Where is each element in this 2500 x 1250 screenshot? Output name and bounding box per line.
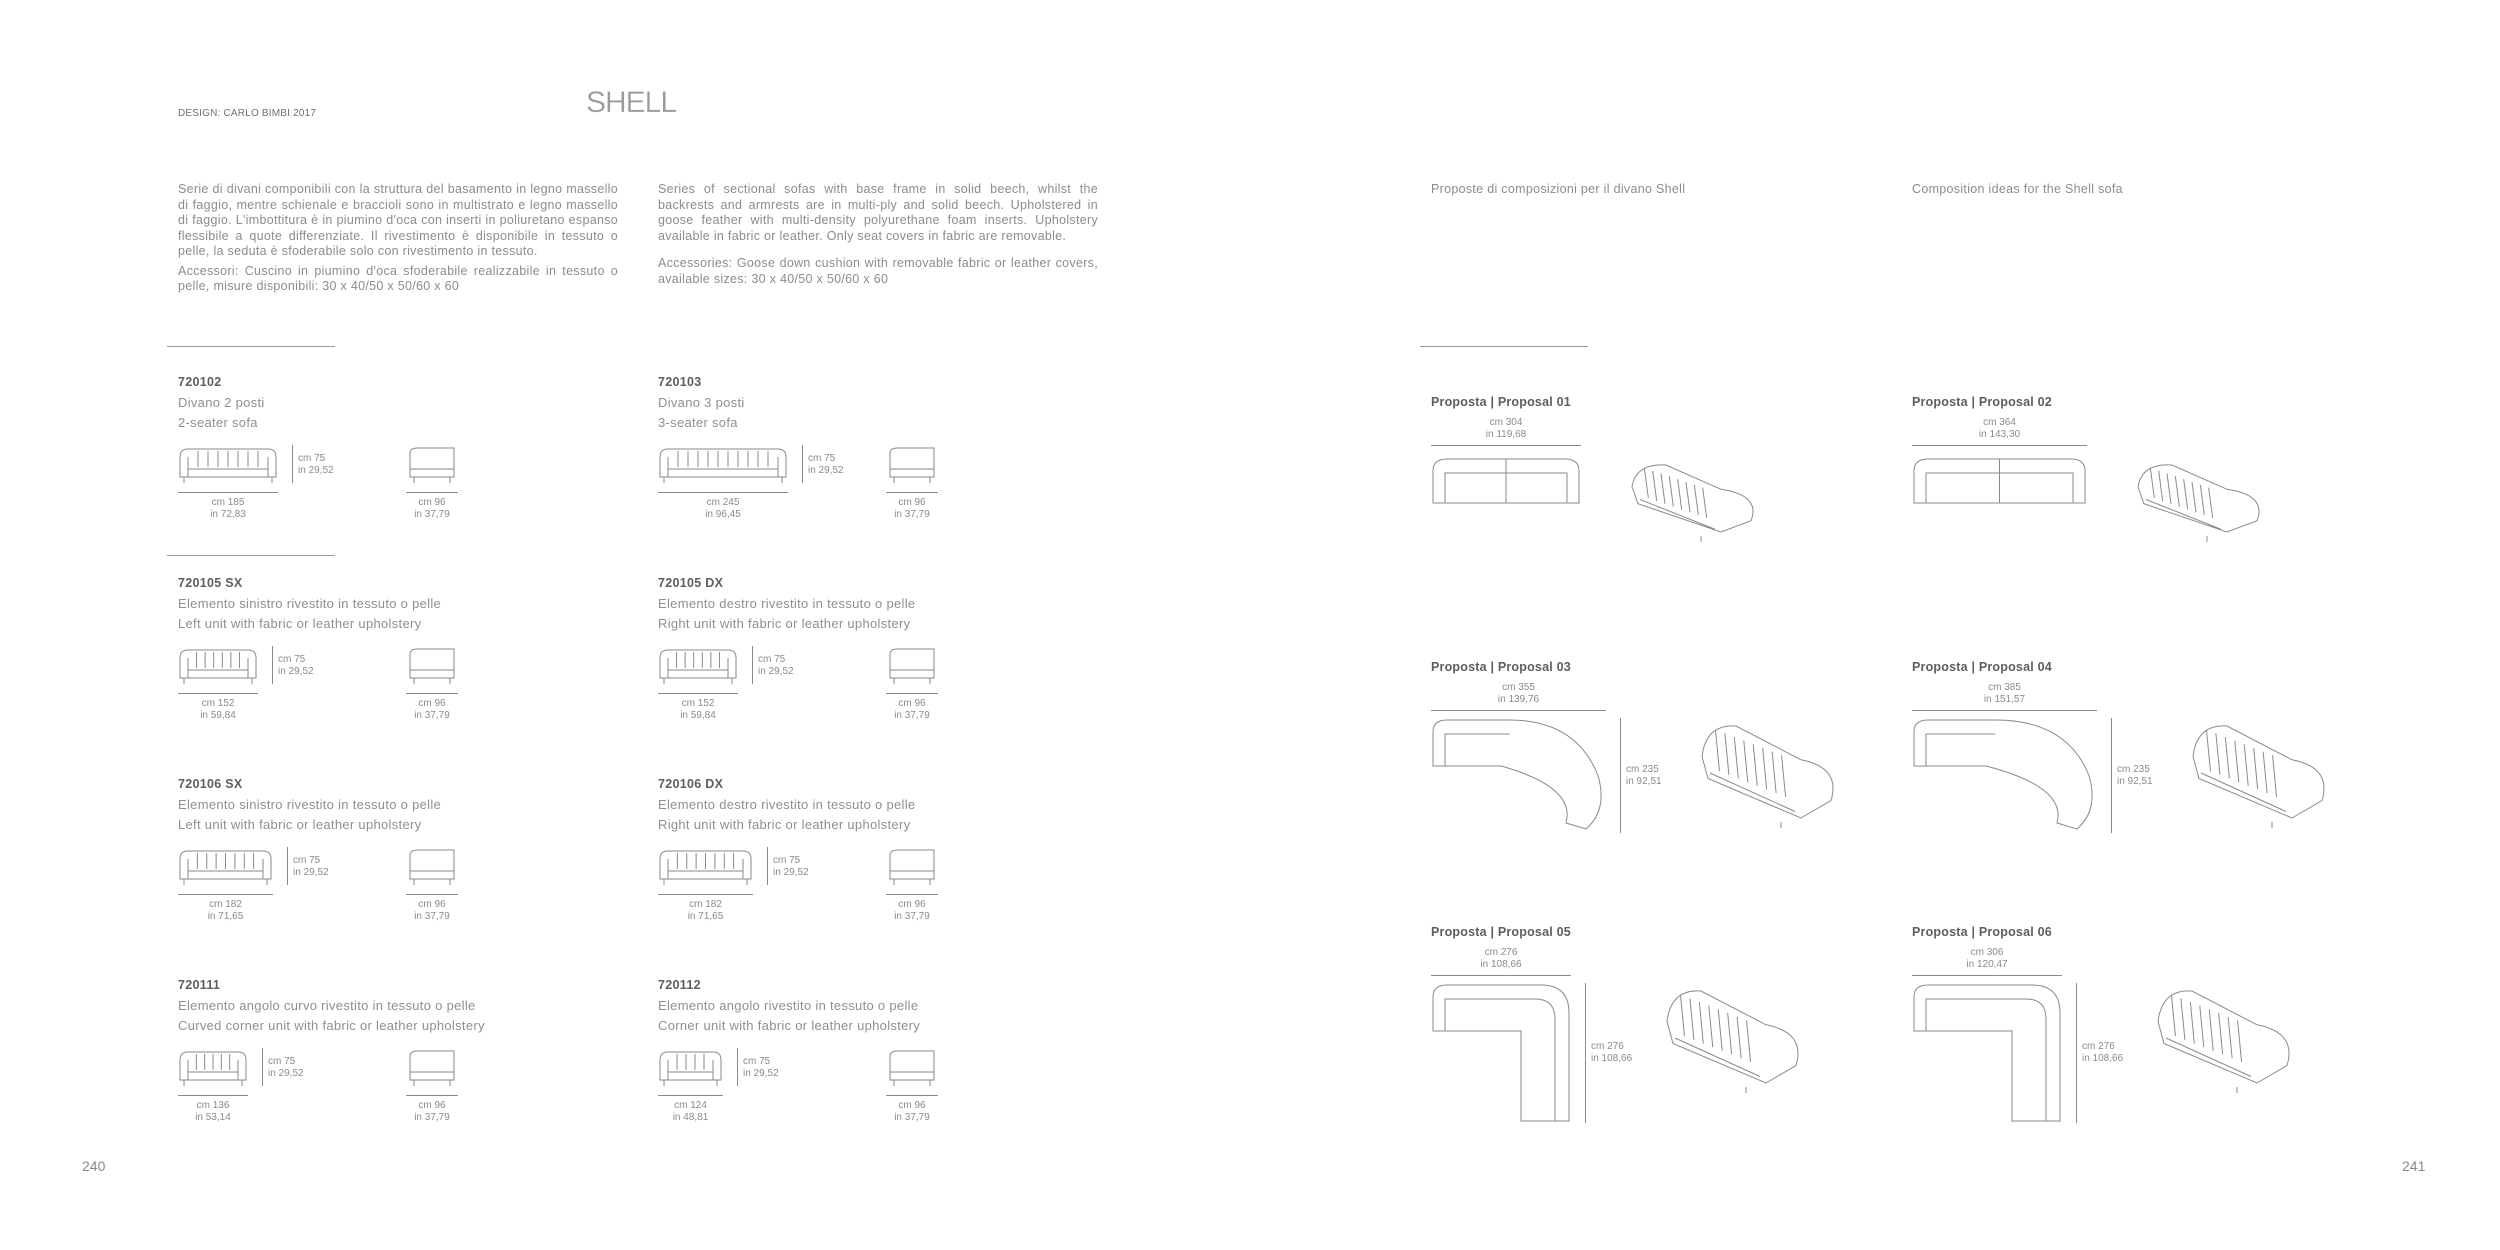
height-dimension <box>268 1056 304 1080</box>
width-dimension-line <box>1431 710 1606 711</box>
product-block <box>178 375 618 565</box>
depth-dimension <box>1626 764 1662 788</box>
width-dimension-line <box>658 1095 723 1096</box>
front-view-drawing <box>658 445 788 483</box>
product-block <box>178 978 618 1168</box>
width-dimension-line <box>178 894 273 895</box>
height-dimension-line <box>292 445 293 483</box>
proposal-block <box>1912 660 2372 900</box>
product-name-it: Elemento angolo rivestito in tessuto o pelle <box>658 998 919 1013</box>
width-cm: cm 152 <box>681 698 715 709</box>
front-view-drawing <box>178 847 273 885</box>
depth-dimension <box>392 497 472 521</box>
product-code: 720106 SX <box>178 777 243 791</box>
width-dimension <box>1479 682 1559 706</box>
width-dimension-line <box>1912 710 2097 711</box>
side-view-drawing <box>886 1048 938 1086</box>
page-number-right: 241 <box>2402 1158 2426 1174</box>
height-in: in 29,52 <box>758 666 794 677</box>
height-cm: cm 75 <box>758 654 786 665</box>
product-name-en: 3-seater sofa <box>658 415 738 430</box>
depth-in: in 37,79 <box>894 1112 930 1123</box>
proposal-block <box>1912 395 2372 635</box>
proposal-title: Proposta | Proposal 02 <box>1912 395 2052 409</box>
depth-in: in 37,79 <box>414 1112 450 1123</box>
product-code: 720105 SX <box>178 576 243 590</box>
depth-dimension <box>2117 764 2153 788</box>
depth-cm: cm 96 <box>418 899 446 910</box>
width-cm: cm 304 <box>1489 417 1523 428</box>
product-name-en: 2-seater sofa <box>178 415 258 430</box>
plan-view-drawing <box>1431 718 1606 833</box>
depth-in: in 37,79 <box>414 710 450 721</box>
depth-in: in 108,66 <box>2082 1053 2124 1064</box>
depth-dimension-line <box>2076 983 2077 1123</box>
brand-title: SHELL <box>586 86 677 119</box>
depth-dimension <box>392 1100 472 1124</box>
height-dimension-line <box>752 646 753 684</box>
product-block <box>178 777 618 967</box>
width-dimension-line <box>1431 975 1571 976</box>
product-name-it: Elemento sinistro rivestito in tessuto o pelle <box>178 797 442 812</box>
width-in: in 59,84 <box>680 710 716 721</box>
width-dimension <box>683 497 763 521</box>
height-cm: cm 75 <box>278 654 306 665</box>
depth-in: in 37,79 <box>414 911 450 922</box>
front-view-drawing <box>178 445 278 483</box>
height-cm: cm 75 <box>298 453 326 464</box>
proposal-title: Proposta | Proposal 04 <box>1912 660 2052 674</box>
depth-in: in 37,79 <box>894 710 930 721</box>
height-in: in 29,52 <box>268 1068 304 1079</box>
intro-english <box>658 182 1098 291</box>
width-dimension-line <box>658 492 788 493</box>
width-dimension <box>178 698 258 722</box>
height-in: in 29,52 <box>773 867 809 878</box>
depth-dimension-line <box>886 1095 938 1096</box>
product-block <box>658 576 1098 766</box>
height-dimension <box>808 453 844 477</box>
page-number-left: 240 <box>82 1158 106 1174</box>
front-view-drawing <box>178 646 258 684</box>
product-name-it: Divano 3 posti <box>658 395 745 410</box>
front-view-drawing <box>658 646 738 684</box>
height-cm: cm 75 <box>773 855 801 866</box>
perspective-drawing <box>1661 983 1806 1093</box>
product-code: 720112 <box>658 978 701 992</box>
perspective-drawing <box>2132 457 2267 542</box>
depth-in: in 37,79 <box>414 509 450 520</box>
section-divider <box>1420 346 1588 347</box>
width-dimension <box>1466 417 1546 441</box>
width-cm: cm 385 <box>1988 682 2021 693</box>
width-dimension <box>186 899 266 923</box>
plan-view-drawing <box>1912 983 2062 1123</box>
depth-cm: cm 96 <box>898 899 926 910</box>
width-dimension <box>1965 682 2045 706</box>
height-dimension-line <box>262 1048 263 1086</box>
depth-cm: cm 276 <box>2082 1041 2115 1052</box>
plan-view-drawing <box>1431 983 1571 1123</box>
width-dimension-line <box>1912 445 2087 446</box>
width-in: in 108,66 <box>1480 959 1522 970</box>
section-divider <box>167 346 335 347</box>
width-dimension-line <box>658 894 753 895</box>
depth-dimension-line <box>886 894 938 895</box>
side-view-drawing <box>406 646 458 684</box>
width-cm: cm 182 <box>689 899 722 910</box>
width-cm: cm 185 <box>211 497 245 508</box>
depth-dimension-line <box>406 492 458 493</box>
depth-in: in 92,51 <box>2117 775 2153 787</box>
width-in: in 72,83 <box>210 509 246 520</box>
width-in: in 143,30 <box>1978 429 2021 440</box>
width-dimension-line <box>658 693 738 694</box>
height-cm: cm 75 <box>743 1056 771 1067</box>
width-dimension <box>1947 947 2027 971</box>
height-in: in 29,52 <box>743 1068 779 1079</box>
side-view-drawing <box>886 646 938 684</box>
height-dimension <box>743 1056 779 1080</box>
height-dimension <box>298 453 334 477</box>
depth-in: in 92,51 <box>1626 775 1662 787</box>
product-code: 720102 <box>178 375 222 389</box>
width-cm: cm 136 <box>196 1100 230 1111</box>
width-dimension-line <box>178 492 278 493</box>
height-dimension-line <box>287 847 288 885</box>
depth-dimension <box>872 698 952 722</box>
width-dimension <box>1960 417 2040 441</box>
width-cm: cm 355 <box>1502 682 1535 693</box>
side-view-drawing <box>406 445 458 483</box>
depth-dimension <box>872 1100 952 1124</box>
product-block <box>658 777 1098 967</box>
height-dimension-line <box>802 445 803 483</box>
perspective-drawing <box>1696 718 1841 828</box>
height-dimension-line <box>272 646 273 684</box>
product-name-en: Curved corner unit with fabric or leather upholstery <box>178 1018 485 1033</box>
proposal-title: Proposta | Proposal 05 <box>1431 925 1571 939</box>
proposal-block <box>1431 660 1891 900</box>
width-in: in 96,45 <box>705 509 741 520</box>
width-in: in 151,57 <box>1983 694 2026 705</box>
depth-dimension-line <box>886 492 938 493</box>
width-dimension <box>188 497 268 521</box>
product-block <box>178 576 618 766</box>
height-dimension <box>278 654 314 678</box>
depth-cm: cm 96 <box>898 497 926 508</box>
width-in: in 48,81 <box>672 1112 709 1123</box>
product-code: 720106 DX <box>658 777 724 791</box>
depth-cm: cm 96 <box>898 1100 926 1111</box>
depth-cm: cm 96 <box>418 698 446 709</box>
depth-dimension <box>392 899 472 923</box>
height-in: in 29,52 <box>278 666 314 677</box>
depth-cm: cm 235 <box>1626 763 1659 775</box>
front-view-drawing <box>658 1048 723 1086</box>
front-view-drawing <box>658 847 753 885</box>
height-cm: cm 75 <box>808 453 836 464</box>
plan-view-drawing <box>1912 457 2087 505</box>
product-block <box>658 375 1098 565</box>
front-view-drawing <box>178 1048 248 1086</box>
depth-cm: cm 96 <box>418 497 446 508</box>
width-dimension <box>173 1100 253 1124</box>
depth-cm: cm 276 <box>1591 1041 1624 1052</box>
width-dimension-line <box>1912 975 2062 976</box>
width-cm: cm 245 <box>706 497 740 508</box>
width-dimension <box>658 698 738 722</box>
proposal-block <box>1431 925 1891 1165</box>
depth-dimension <box>392 698 472 722</box>
height-cm: cm 75 <box>293 855 321 866</box>
proposal-block <box>1912 925 2372 1165</box>
intro-english-text: Series of sectional sofas with base frame in solid beech, whilst the backrests and armrests are in multi-ply and solid beech. Upholstered in goose feather with multi-density polyurethane foam inserts. Upholstery available in fabric or leather. Only seat covers in fabric are removable. <box>658 182 1098 243</box>
product-block <box>658 978 1098 1168</box>
height-dimension <box>758 654 794 678</box>
intro-italian-text: Serie di divani componibili con la struttura del basamento in legno massello di faggio, mentre schienale e braccioli sono in multistrato e legno massello di faggio. L'imbottitura è in piumino d'oca con inserti in poliuretano espanso flessibile a quote differenziate. Il rivestimento è disponibile in tessuto o pelle, la seduta è sfoderabile solo con rivestimento in tessuto. <box>178 182 618 258</box>
plan-view-drawing <box>1431 457 1581 505</box>
proposal-title: Proposta | Proposal 01 <box>1431 395 1571 409</box>
width-in: in 139,76 <box>1497 694 1540 705</box>
intro-italian-accessories: Accessori: Cuscino in piumino d'oca sfoderabile realizzabile in tessuto o pelle, misure disponibili: 30 x 40/50 x 50/60 x 60 <box>178 263 618 293</box>
product-name-en: Right unit with fabric or leather upholstery <box>658 817 911 832</box>
width-in: in 71,65 <box>207 911 244 922</box>
product-name-en: Right unit with fabric or leather upholstery <box>658 616 911 631</box>
depth-cm: cm 96 <box>418 1100 446 1111</box>
width-cm: cm 306 <box>1970 947 2004 958</box>
depth-in: in 37,79 <box>894 911 930 922</box>
product-name-it: Elemento angolo curvo rivestito in tessuto o pelle <box>178 998 476 1013</box>
intro-italian <box>178 182 618 299</box>
depth-dimension <box>872 497 952 521</box>
plan-view-drawing <box>1912 718 2097 833</box>
width-cm: cm 152 <box>201 698 235 709</box>
proposals-intro-italian: Proposte di composizioni per il divano Shell <box>1431 182 1686 196</box>
width-dimension <box>651 1100 731 1124</box>
height-in: in 29,52 <box>808 465 844 476</box>
depth-dimension-line <box>406 693 458 694</box>
side-view-drawing <box>406 1048 458 1086</box>
width-in: in 53,14 <box>195 1112 231 1123</box>
design-credit: DESIGN: CARLO BIMBI 2017 <box>178 108 317 119</box>
side-view-drawing <box>886 445 938 483</box>
depth-dimension <box>1591 1041 1632 1065</box>
depth-dimension <box>872 899 952 923</box>
product-name-it: Divano 2 posti <box>178 395 265 410</box>
product-code: 720105 DX <box>658 576 724 590</box>
height-in: in 29,52 <box>293 867 329 878</box>
width-in: in 119,68 <box>1485 429 1527 440</box>
width-cm: cm 124 <box>674 1100 707 1111</box>
height-dimension <box>773 855 809 879</box>
width-cm: cm 182 <box>209 899 242 910</box>
depth-in: in 37,79 <box>894 509 930 520</box>
width-in: in 71,65 <box>687 911 724 922</box>
depth-dimension-line <box>1585 983 1586 1123</box>
depth-dimension-line <box>886 693 938 694</box>
width-dimension <box>666 899 746 923</box>
depth-cm: cm 96 <box>898 698 926 709</box>
product-name-it: Elemento sinistro rivestito in tessuto o pelle <box>178 596 442 611</box>
width-dimension-line <box>178 693 258 694</box>
depth-dimension <box>2082 1041 2123 1065</box>
height-dimension-line <box>737 1048 738 1086</box>
proposal-block <box>1431 395 1891 635</box>
width-dimension-line <box>1431 445 1581 446</box>
height-in: in 29,52 <box>298 465 334 476</box>
width-in: in 120,47 <box>1966 959 2008 970</box>
perspective-drawing <box>2187 718 2332 828</box>
product-code: 720103 <box>658 375 702 389</box>
perspective-drawing <box>1626 457 1761 542</box>
side-view-drawing <box>886 847 938 885</box>
width-cm: cm 276 <box>1484 947 1518 958</box>
side-view-drawing <box>406 847 458 885</box>
intro-english-accessories: Accessories: Goose down cushion with removable fabric or leather covers, available sizes: 30 x 40/50 x 50/60 x 60 <box>658 256 1098 286</box>
proposal-title: Proposta | Proposal 03 <box>1431 660 1571 674</box>
width-dimension <box>1461 947 1541 971</box>
depth-cm: cm 235 <box>2117 763 2150 775</box>
depth-dimension-line <box>406 894 458 895</box>
product-name-en: Left unit with fabric or leather upholstery <box>178 616 422 631</box>
proposal-title: Proposta | Proposal 06 <box>1912 925 2052 939</box>
product-name-it: Elemento destro rivestito in tessuto o pelle <box>658 596 916 611</box>
product-code: 720111 <box>178 978 221 992</box>
width-cm: cm 364 <box>1983 417 2016 428</box>
height-dimension-line <box>767 847 768 885</box>
depth-dimension-line <box>406 1095 458 1096</box>
product-name-en: Corner unit with fabric or leather upholstery <box>658 1018 921 1033</box>
product-name-en: Left unit with fabric or leather upholstery <box>178 817 422 832</box>
depth-dimension-line <box>1620 718 1621 833</box>
proposals-intro-english: Composition ideas for the Shell sofa <box>1912 182 2123 196</box>
width-dimension-line <box>178 1095 248 1096</box>
width-in: in 59,84 <box>200 710 236 721</box>
perspective-drawing <box>2152 983 2297 1093</box>
depth-in: in 108,66 <box>1591 1053 1633 1064</box>
depth-dimension-line <box>2111 718 2112 833</box>
product-name-it: Elemento destro rivestito in tessuto o pelle <box>658 797 916 812</box>
height-cm: cm 75 <box>268 1056 296 1067</box>
height-dimension <box>293 855 329 879</box>
